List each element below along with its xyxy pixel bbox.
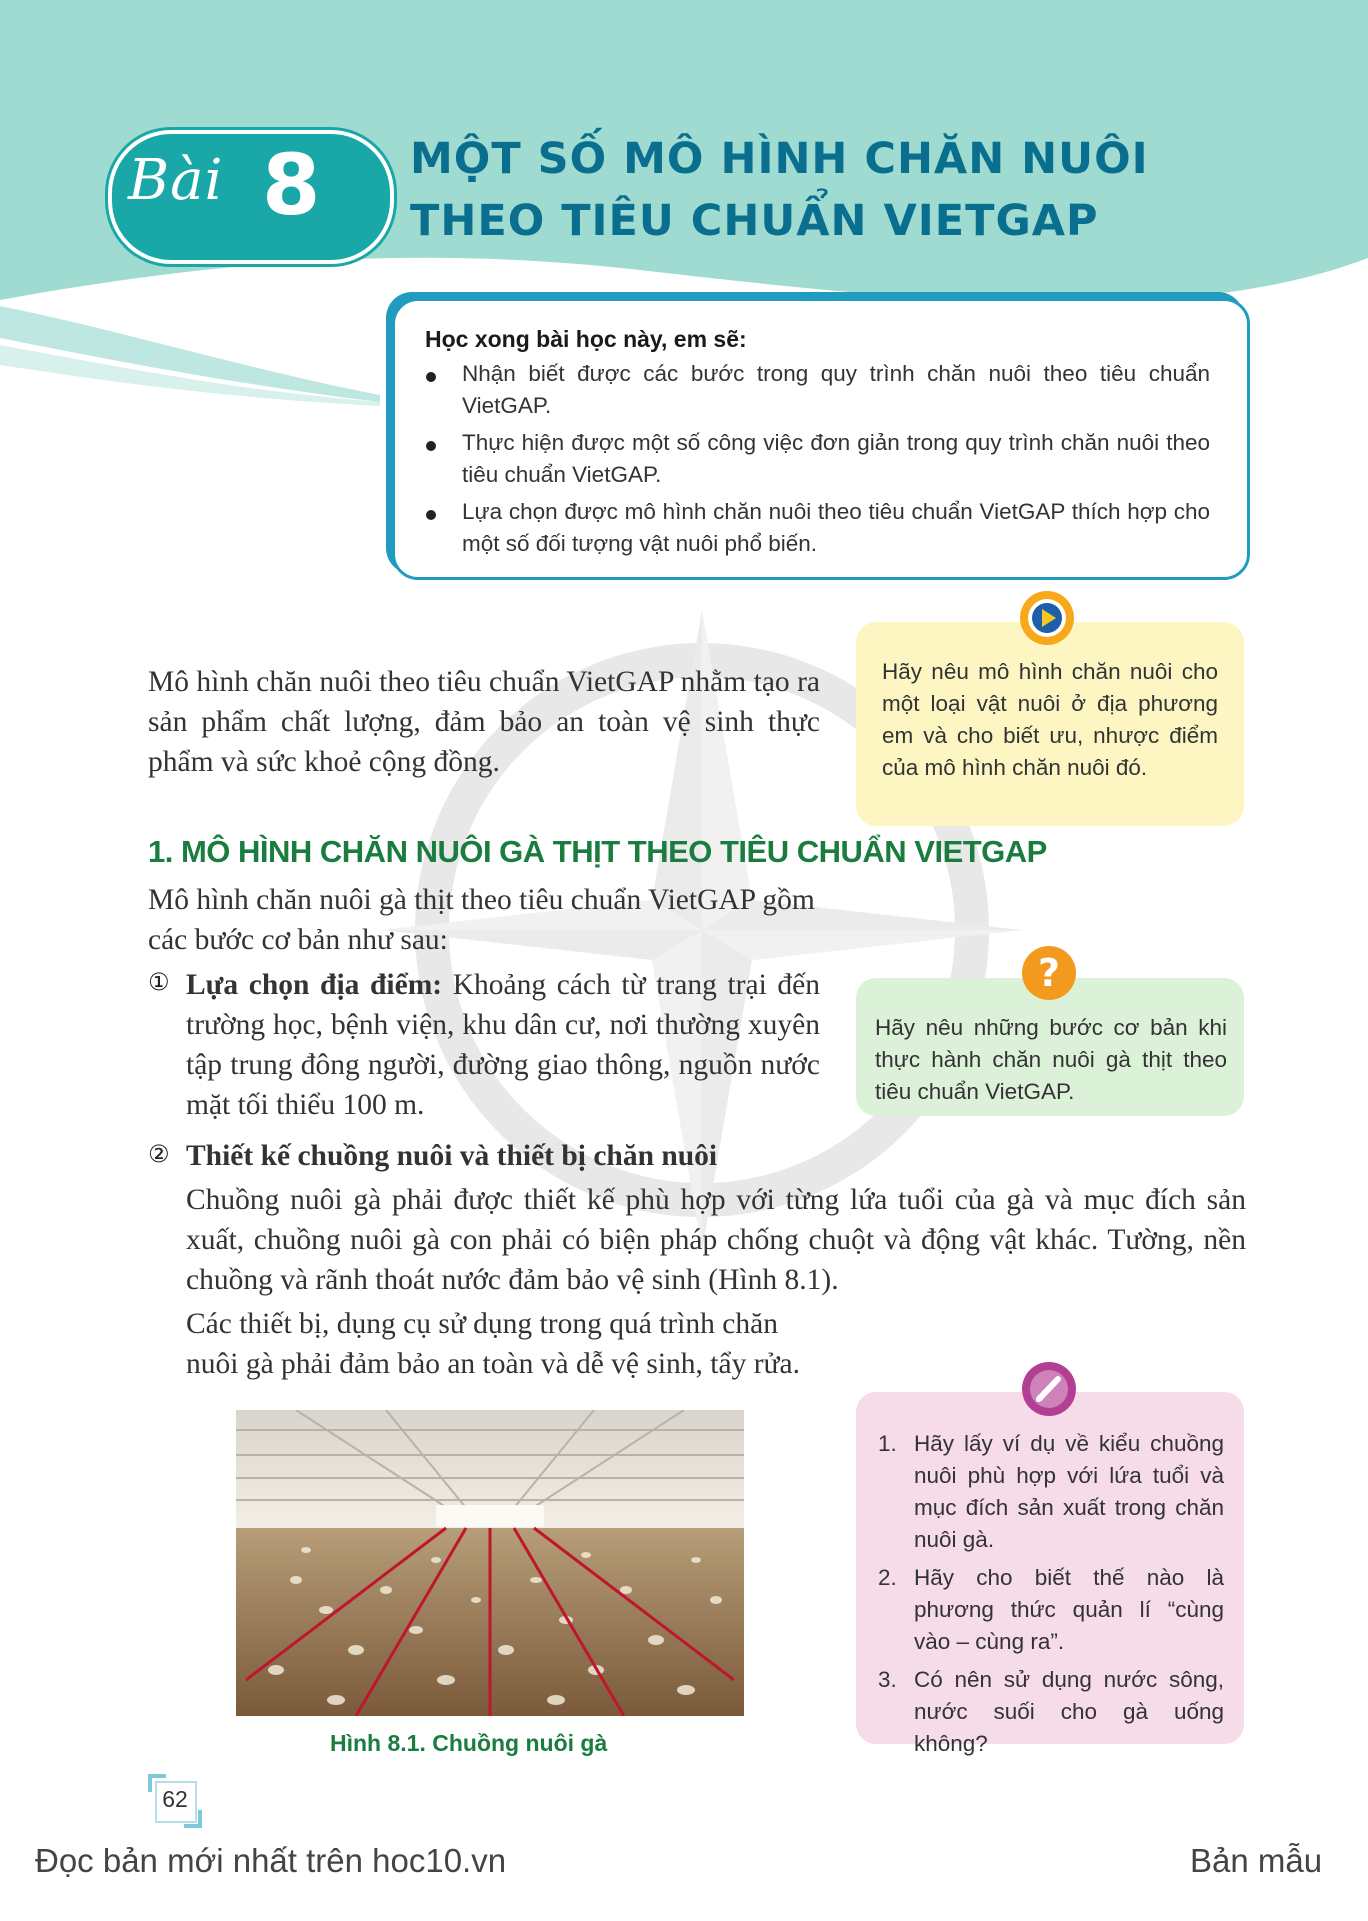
step-1-text: Khoảng cách từ trang trại đến trường học, bệnh viện, khu dân cư, nơi thường xuyên tập trung đông người, đường giao thông, nguồn nước mặt tối thiểu 100 m.: [186, 969, 820, 1121]
page-number: 62: [162, 1786, 188, 1812]
footer-sample-label: Bản mẫu: [1190, 1842, 1323, 1879]
step-2-title: Thiết kế chuồng nuôi và thiết bị chăn nuôi: [186, 1140, 718, 1172]
bullet-icon: [426, 372, 436, 382]
practice-number: 1.: [878, 1431, 897, 1456]
objective-item: Nhận biết được các bước trong quy trình chăn nuôi theo tiêu chuẩn VietGAP.: [462, 361, 1210, 418]
lesson-number: 8: [262, 136, 321, 234]
lesson-title-line-1: MỘT SỐ MÔ HÌNH CHĂN NUÔI: [410, 134, 1149, 184]
question-text: Hãy nêu những bước cơ bản khi thực hành chăn nuôi gà thịt theo tiêu chuẩn VietGAP.: [875, 1015, 1227, 1104]
practice-number: 2.: [878, 1565, 897, 1590]
practice-question: Có nên sử dụng nước sông, nước suối cho gà uống không?: [914, 1667, 1224, 1756]
step-number: ①: [148, 968, 170, 996]
objective-item: Thực hiện được một số công việc đơn giản trong quy trình chăn nuôi theo tiêu chuẩn VietGAP.: [462, 430, 1210, 487]
objectives-heading: Học xong bài học này, em sẽ:: [425, 326, 747, 352]
step-2-paragraph-2: Các thiết bị, dụng cụ sử dụng trong quá trình chăn nuôi gà phải đảm bảo an toàn và dễ vệ sinh, tẩy rửa.: [186, 1308, 800, 1380]
bullet-icon: [426, 510, 436, 520]
bullet-icon: [426, 441, 436, 451]
intro-paragraph: Mô hình chăn nuôi theo tiêu chuẩn VietGAP nhằm tạo ra sản phẩm chất lượng, đảm bảo an toàn vệ sinh thực phẩm và sức khoẻ cộng đồng.: [148, 666, 820, 778]
footer-link-text[interactable]: Đọc bản mới nhất trên hoc10.vn: [35, 1842, 507, 1879]
step-1-title: Lựa chọn địa điểm:: [186, 969, 443, 1001]
pencil-icon: [1022, 1362, 1076, 1416]
objective-item: Lựa chọn được mô hình chăn nuôi theo tiêu chuẩn VietGAP thích hợp cho một số đối tượng vật nuôi phổ biến.: [462, 499, 1210, 556]
step-number: ②: [148, 1140, 170, 1168]
play-icon: [1020, 591, 1074, 645]
step-1-paragraph: [186, 965, 820, 1125]
chicken-barn-photo: [236, 1410, 744, 1716]
lesson-title-line-2: THEO TIÊU CHUẨN VIETGAP: [410, 196, 1099, 246]
practice-question: Hãy lấy ví dụ về kiểu chuồng nuôi phù hợp với lứa tuổi và mục đích sản xuất trong chăn nuôi gà.: [914, 1431, 1224, 1552]
lesson-label: Bài: [128, 148, 224, 213]
practice-question: Hãy cho biết thế nào là phương thức quản lí “cùng vào – cùng ra”.: [914, 1565, 1224, 1654]
question-icon: ?: [1022, 946, 1076, 1000]
step-2-paragraph-1: Chuồng nuôi gà phải được thiết kế phù hợp với từng lứa tuổi của gà và mục đích sản xuất, chuồng nuôi gà con phải có biện pháp chống chuột và động vật khác. Tường, nền chuồng và rãnh thoát nước đảm bảo vệ sinh (Hình 8.1).: [186, 1184, 1246, 1296]
practice-number: 3.: [878, 1667, 897, 1692]
start-activity-text: Hãy nêu mô hình chăn nuôi cho một loại vật nuôi ở địa phương em và cho biết ưu, nhược điểm của mô hình chăn nuôi đó.: [882, 659, 1218, 780]
section-heading: 1. MÔ HÌNH CHĂN NUÔI GÀ THỊT THEO TIÊU CHUẨN VIETGAP: [148, 834, 1047, 869]
figure-caption: Hình 8.1. Chuồng nuôi gà: [330, 1730, 608, 1756]
section-intro: Mô hình chăn nuôi gà thịt theo tiêu chuẩn VietGAP gồm các bước cơ bản như sau:: [148, 884, 815, 956]
